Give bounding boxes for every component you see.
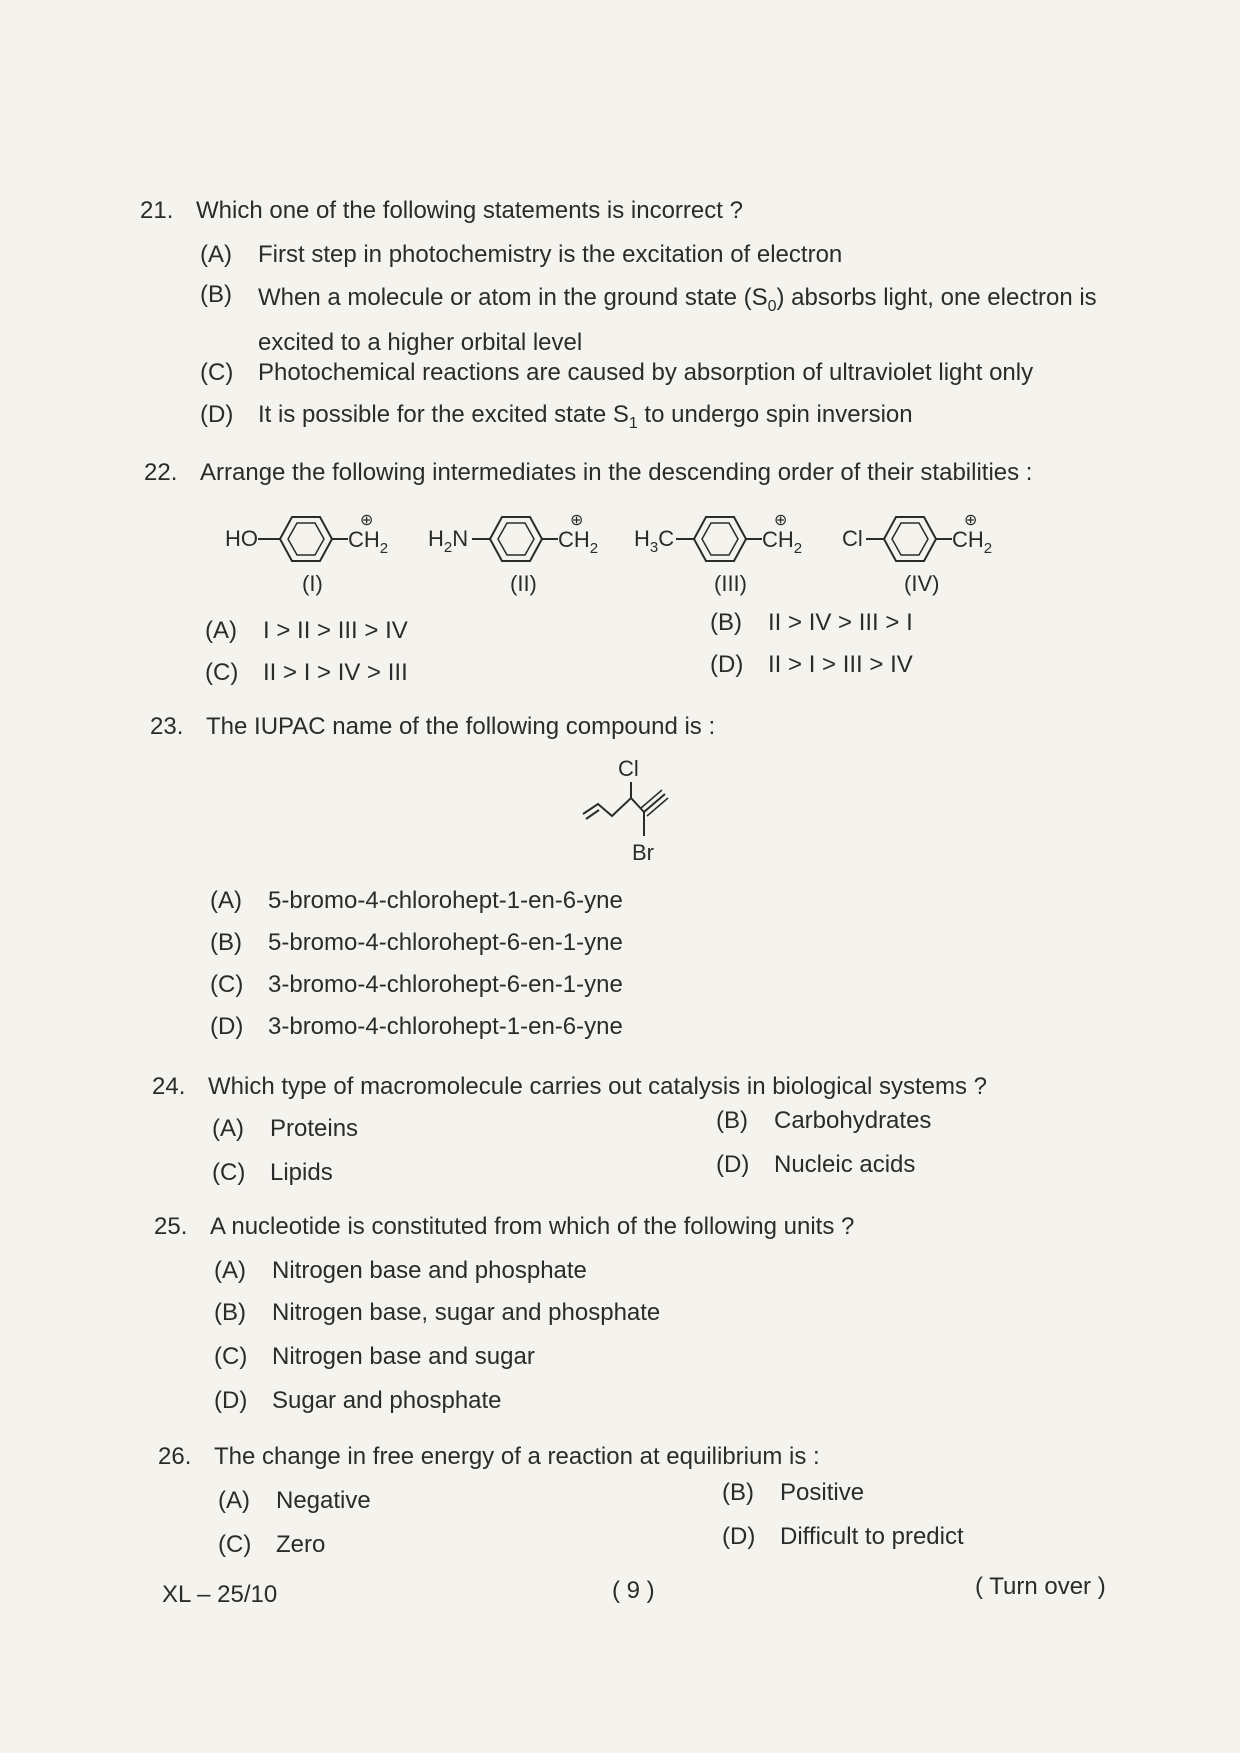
turn-over-note: ( Turn over ) bbox=[975, 1573, 1106, 1600]
option-21-c: (C) Photochemical reactions are caused by absorption of ultraviolet light only bbox=[200, 359, 1034, 386]
option-26-c: (C) Zero bbox=[218, 1531, 326, 1558]
structure-ii bbox=[428, 512, 598, 596]
bromine-atom: Br bbox=[632, 840, 654, 865]
structure-iv-charge: ⊕ bbox=[964, 512, 978, 529]
structure-iv-substituent: Cl bbox=[842, 526, 863, 551]
question-number: 22. bbox=[144, 459, 178, 486]
question-text: Arrange the following intermediates in the descending order of their stabilities : bbox=[200, 459, 1033, 486]
option-24-a: (A) Proteins bbox=[212, 1115, 359, 1142]
question-number: 21. bbox=[140, 197, 174, 224]
question-text: Which type of macromolecule carries out catalysis in biological systems ? bbox=[208, 1073, 987, 1100]
structure-ii-substituent: $H_2N$ bbox=[428, 526, 469, 556]
structure-iv-label: (IV) bbox=[904, 571, 940, 596]
chlorine-atom: Cl bbox=[618, 756, 639, 781]
option-26-b: (B) Positive bbox=[722, 1479, 865, 1506]
carbocation-structures bbox=[220, 495, 1060, 605]
option-26-d: (D) Difficult to predict bbox=[722, 1523, 964, 1550]
option-21-b: (B) When a molecule or atom in the ground state $(S_0)$ absorbs light, one electron is excited to a higher orbital level bbox=[200, 281, 1097, 356]
question-text: The IUPAC name of the following compound is : bbox=[206, 713, 716, 740]
question-number: 24. bbox=[152, 1073, 186, 1100]
structure-ii-charge: ⊕ bbox=[570, 512, 584, 529]
question-text: The change in free energy of a reaction at equilibrium is : bbox=[214, 1443, 820, 1470]
structure-iii bbox=[634, 512, 802, 596]
paper-code: XL – 25/10 bbox=[162, 1581, 278, 1608]
option-21-d: (D) It is possible for the excited state $S_1$ to undergo spin inversion bbox=[200, 401, 913, 432]
structure-iii-charge: ⊕ bbox=[774, 512, 788, 529]
option-24-d: (D) Nucleic acids bbox=[716, 1151, 916, 1178]
page-number: ( 9 ) bbox=[612, 1577, 655, 1604]
structure-iii-label: (III) bbox=[714, 571, 747, 596]
haloalkene-structure bbox=[570, 752, 730, 882]
option-24-c: (C) Lipids bbox=[212, 1159, 333, 1186]
option-25-b: (B) Nitrogen base, sugar and phosphate bbox=[214, 1299, 661, 1326]
structure-iv bbox=[842, 512, 992, 596]
question-text: A nucleotide is constituted from which of the following units ? bbox=[210, 1213, 855, 1240]
structure-iii-cation: $CH_2$ bbox=[762, 527, 803, 557]
structure-i-charge: ⊕ bbox=[360, 512, 374, 529]
structure-iv-cation: $CH_2$ bbox=[952, 527, 993, 557]
option-25-a: (A) Nitrogen base and phosphate bbox=[214, 1257, 587, 1284]
structure-i bbox=[225, 512, 388, 596]
option-22-a: (A) I > II > III > IV bbox=[205, 617, 408, 644]
structure-ii-cation: $CH_2$ bbox=[558, 527, 599, 557]
option-23-d: (D) 3-bromo-4-chlorohept-1-en-6-yne bbox=[210, 1013, 623, 1040]
option-22-d: (D) II > I > III > IV bbox=[710, 651, 913, 678]
option-24-b: (B) Carbohydrates bbox=[716, 1107, 932, 1134]
option-23-a: (A) 5-bromo-4-chlorohept-1-en-6-yne bbox=[210, 887, 623, 914]
option-23-b: (B) 5-bromo-4-chlorohept-6-en-1-yne bbox=[210, 929, 623, 956]
question-number: 26. bbox=[158, 1443, 192, 1470]
structure-i-cation: $CH_2$ bbox=[348, 527, 389, 557]
structure-i-substituent: HO bbox=[225, 526, 258, 551]
option-22-b: (B) II > IV > III > I bbox=[710, 609, 913, 636]
option-22-c: (C) II > I > IV > III bbox=[205, 659, 408, 686]
option-26-a: (A) Negative bbox=[218, 1487, 371, 1514]
option-21-a: (A) First step in photochemistry is the excitation of electron bbox=[200, 241, 843, 268]
structure-iii-substituent: $H_3C$ bbox=[634, 526, 675, 556]
question-text: Which one of the following statements is incorrect ? bbox=[196, 197, 743, 224]
option-25-c: (C) Nitrogen base and sugar bbox=[214, 1343, 535, 1370]
option-25-d: (D) Sugar and phosphate bbox=[214, 1387, 502, 1414]
structure-i-label: (I) bbox=[302, 571, 323, 596]
question-number: 25. bbox=[154, 1213, 188, 1240]
option-23-c: (C) 3-bromo-4-chlorohept-6-en-1-yne bbox=[210, 971, 623, 998]
structure-ii-label: (II) bbox=[510, 571, 537, 596]
question-number: 23. bbox=[150, 713, 184, 740]
